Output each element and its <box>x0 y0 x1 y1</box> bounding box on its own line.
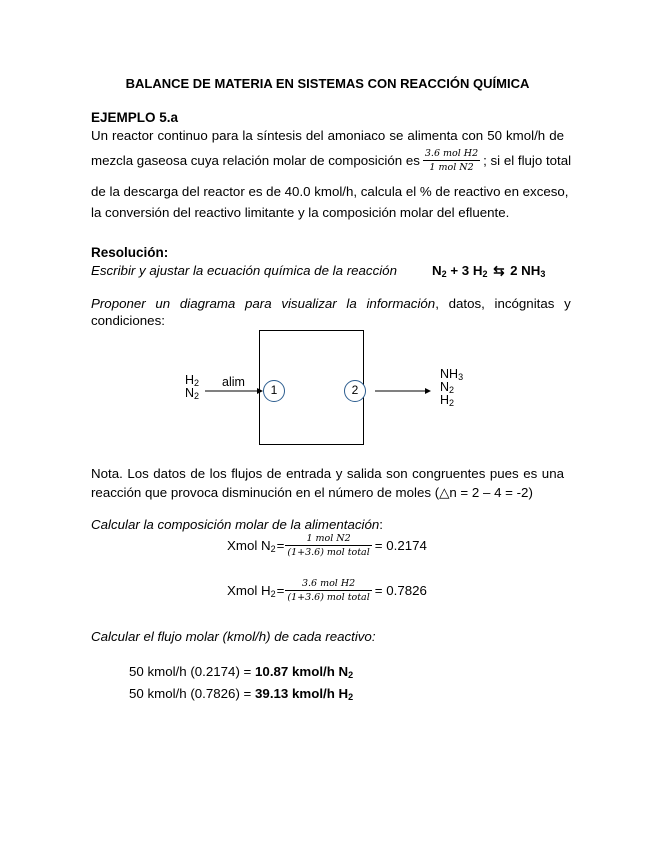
diagram-outputs <box>440 368 463 407</box>
chemical-equation <box>432 263 545 279</box>
output-nh3: $NH_3$ <box>440 367 464 382</box>
step-write-equation: Escribir y ajustar la ecuación química de la reacción <box>91 263 397 278</box>
eq-nh3-sub: 3 <box>540 269 546 279</box>
problem-line-1: Un reactor continuo para la síntesis del amoniaco se alimenta con 50 kmol/h de <box>91 128 564 143</box>
step-diagram-italic: Proponer un diagrama para visualizar la información <box>91 296 436 311</box>
xmol-h2-eq: = <box>276 583 285 598</box>
outlet-arrow-head-icon <box>425 388 431 394</box>
flow-n2-result: 10.87 kmol/h $N_2$ <box>255 664 354 680</box>
flow-n2 <box>129 664 353 679</box>
step-diagram-line-2: condiciones: <box>91 313 165 328</box>
eq-n2: N <box>432 263 442 278</box>
composition-ratio <box>423 148 480 173</box>
xmol-n2-equation <box>227 533 427 558</box>
step-diagram-line-1 <box>91 296 571 311</box>
xmol-h2-equation <box>227 578 427 603</box>
problem-line-2-before: mezcla gaseosa cuya relación molar de composición es <box>91 153 420 168</box>
resolution-heading: Resolución: <box>91 245 169 260</box>
problem-line-4: la conversión del reactivo limitante y la composición molar del efluente. <box>91 205 510 220</box>
eq-h2: + 3 H <box>450 263 483 278</box>
example-heading: EJEMPLO 5.a <box>91 110 179 125</box>
feed-composition-colon: : <box>379 517 383 532</box>
note-line-2: reacción que provoca disminución en el número de moles (△n = 2 – 4 = -2) <box>91 485 533 500</box>
flow-h2-result: 39.13 kmol/h $H_2$ <box>255 686 354 702</box>
note-line-1: Nota. Los datos de los flujos de entrada y salida son congruentes pues es una <box>91 466 564 481</box>
input-n2: $N_2$ <box>185 386 200 401</box>
xmol-h2-label: Xmol $H_2$ <box>227 583 276 599</box>
flow-h2-expr: 50 kmol/h (0.7826) = <box>129 686 252 701</box>
xmol-h2-numerator: 3.6 mol H2 <box>285 578 371 591</box>
flow-n2-expr: 50 kmol/h (0.2174) = <box>129 664 252 679</box>
equilibrium-arrow-icon: ⇆ <box>493 263 505 278</box>
feed-label: alim <box>222 375 245 389</box>
ratio-numerator: 3.6 mol H2 <box>424 148 479 159</box>
flow-h2 <box>129 686 353 701</box>
xmol-h2-fraction <box>285 578 371 603</box>
xmol-n2-label: Xmol $N_2$ <box>227 538 276 554</box>
flows-heading: Calcular el flujo molar (kmol/h) de cada reactivo: <box>91 629 376 644</box>
xmol-n2-denominator: (1+3.6) mol total <box>287 547 370 558</box>
output-h2: $H_2$ <box>440 393 455 408</box>
problem-line-2 <box>91 148 572 173</box>
xmol-h2-denominator: (1+3.6) mol total <box>287 592 370 603</box>
output-n2: $N_2$ <box>440 380 455 395</box>
eq-h2-sub: 2 <box>482 269 488 279</box>
xmol-h2-result: = 0.7826 <box>374 583 427 598</box>
xmol-n2-eq: = <box>276 538 285 553</box>
node-2: 2 <box>344 380 366 402</box>
eq-nh3: 2 NH <box>510 263 541 278</box>
eq-n2-sub: 2 <box>441 269 447 279</box>
feed-composition-heading <box>91 517 383 532</box>
xmol-n2-numerator: 1 mol N2 <box>285 533 371 546</box>
step-diagram-rest: , datos, incógnitas y <box>435 296 571 311</box>
input-h2: $H_2$ <box>185 373 200 388</box>
xmol-n2-result: = 0.2174 <box>374 538 427 553</box>
feed-composition-title: Calcular la composición molar de la alimentación <box>91 517 380 532</box>
problem-line-2-after: ; si el flujo total <box>483 153 572 168</box>
problem-line-3: de la descarga del reactor es de 40.0 kmol/h, calcula el % de reactivo en exceso, <box>91 184 569 199</box>
ratio-denominator: 1 mol N2 <box>429 162 474 173</box>
xmol-n2-fraction <box>285 533 371 558</box>
page-title: BALANCE DE MATERIA EN SISTEMAS CON REACCIÓN QUÍMICA <box>125 76 530 91</box>
node-1: 1 <box>263 380 285 402</box>
